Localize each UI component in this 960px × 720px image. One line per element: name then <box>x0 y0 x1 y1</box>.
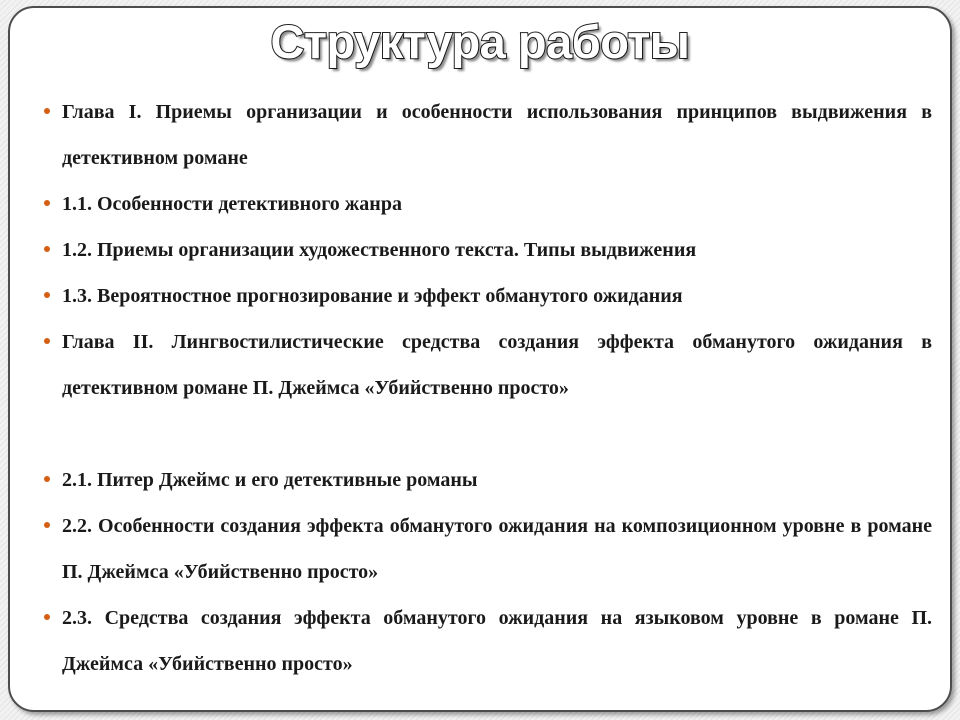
list-item-text: 2.2. Особенности создания эффекта обманутого ожидания на композиционном уровне в романе П. Джеймса «Убийственно просто» <box>62 515 932 583</box>
list-item-chapter-1 <box>40 89 932 181</box>
list-item-text: 2.1. Питер Джеймс и его детективные романы <box>62 469 478 491</box>
list-item-text: Глава II. Лингвостилистические средства создания эффекта обманутого ожидания в детективном романе П. Джеймса «Убийственно просто» <box>62 331 932 399</box>
bullet-icon <box>44 614 50 620</box>
content-list <box>40 89 932 687</box>
list-item-1-1 <box>40 181 932 227</box>
list-item-1-2 <box>40 227 932 273</box>
bullet-icon <box>44 200 50 206</box>
list-item-2-3 <box>40 595 932 687</box>
list-item-1-3 <box>40 273 932 319</box>
list-item-text: 1.2. Приемы организации художественного текста. Типы выдвижения <box>62 239 697 261</box>
list-item-text: 1.3. Вероятностное прогнозирование и эффект обманутого ожидания <box>62 285 683 307</box>
list-item-2-1 <box>40 457 932 503</box>
bullet-icon <box>44 476 50 482</box>
list-item-2-2 <box>40 503 932 595</box>
list-item-chapter-2 <box>40 319 932 411</box>
list-item-text: 1.1. Особенности детективного жанра <box>62 193 402 215</box>
list-item-text: 2.3. Средства создания эффекта обманутого ожидания на языковом уровне в романе П. Джеймса «Убийственно просто» <box>62 607 932 675</box>
bullet-icon <box>44 108 50 114</box>
bullet-icon <box>44 338 50 344</box>
bullet-icon <box>44 292 50 298</box>
bullet-icon <box>44 522 50 528</box>
list-item-text: Глава I. Приемы организации и особенности использования принципов выдвижения в детективном романе <box>62 101 932 169</box>
slide-title: Структура работы <box>270 15 690 68</box>
bullet-icon <box>44 246 50 252</box>
